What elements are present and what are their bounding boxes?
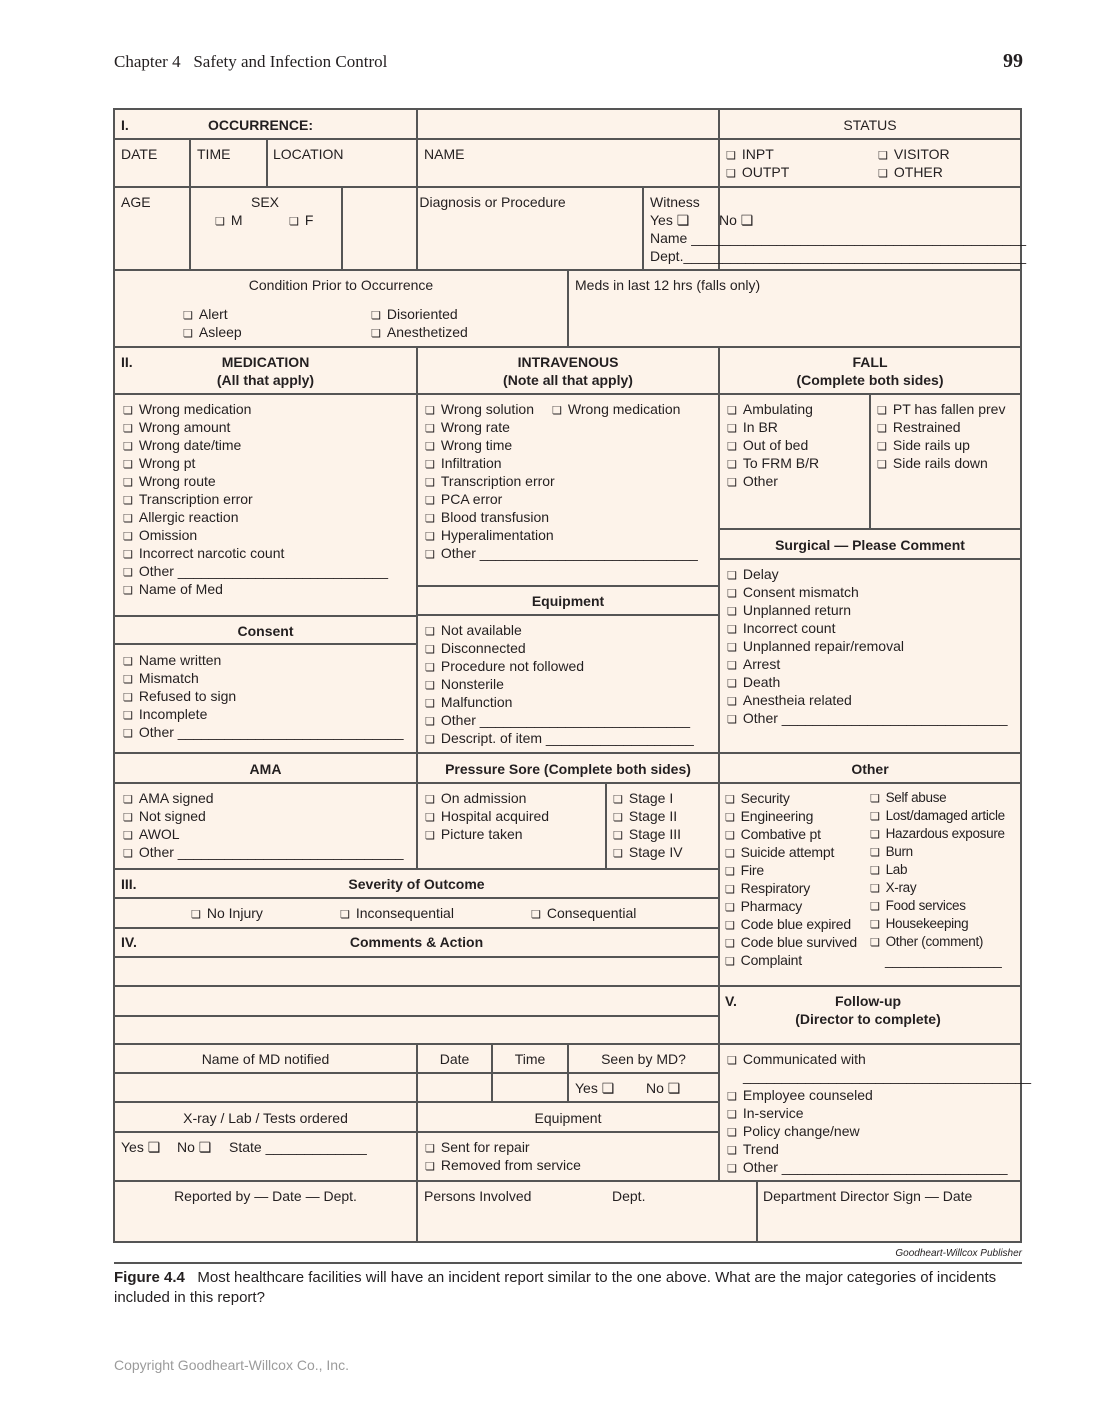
surgical-item[interactable]: ❏ Unplanned return	[727, 601, 1008, 619]
rule	[115, 346, 1020, 348]
surgical-item[interactable]: ❏ Arrest	[727, 655, 1008, 673]
intravenous-item[interactable]: ❏ PCA error	[425, 490, 698, 508]
rule	[718, 558, 1020, 560]
persons-involved-label: Persons Involved	[424, 1188, 532, 1204]
md-time-label: Time	[514, 1051, 546, 1067]
rule	[756, 1180, 758, 1241]
intravenous-item[interactable]: ❏ Other ____________________________	[425, 544, 698, 562]
rule	[115, 643, 416, 645]
caption-rule	[114, 1262, 1022, 1264]
rule	[718, 752, 720, 1180]
followup-item[interactable]: ❏ Policy change/new	[727, 1122, 1008, 1140]
other-item[interactable]: ❏ Combative pt	[725, 825, 857, 843]
bottom-equipment-list	[425, 1138, 581, 1174]
section5-number: V.	[725, 993, 737, 1009]
fall-item[interactable]: ❏ Restrained	[877, 418, 1005, 436]
rule	[115, 615, 416, 617]
status-option-inpt[interactable]: ❏ INPT	[726, 145, 789, 163]
other-item[interactable]: ❏ Housekeeping	[870, 915, 1005, 933]
other-item[interactable]: ❏ Pharmacy	[725, 897, 857, 915]
intravenous-item[interactable]: ❏ Blood transfusion	[425, 508, 698, 526]
sex-option-f[interactable]: ❏ F	[289, 211, 313, 229]
witness-name-line[interactable]: Name ___________________________________________	[650, 230, 1027, 246]
xray-label: X-ray / Lab / Tests ordered	[183, 1110, 348, 1126]
other-item[interactable]: ❏ Fire	[725, 861, 857, 879]
section5-subtitle: (Director to complete)	[795, 1011, 941, 1027]
surgical-item[interactable]: ❏ Incorrect count	[727, 619, 1008, 637]
other-item[interactable]: ❏ Code blue expired	[725, 915, 857, 933]
condition-asleep[interactable]: ❏ Asleep	[183, 323, 242, 341]
md-notified-label: Name of MD notified	[201, 1051, 330, 1067]
intravenous-item[interactable]: ❏ Hyperalimentation	[425, 526, 698, 544]
rule	[115, 985, 1020, 987]
consent-item[interactable]: ❏ Incomplete	[123, 705, 404, 723]
fall-item[interactable]: ❏ In BR	[727, 418, 819, 436]
equipment-item[interactable]: ❏ Descript. of item ___________________	[425, 729, 694, 747]
pressure-sore-stage[interactable]: ❏ Stage IV	[613, 843, 683, 861]
ama-list	[123, 789, 404, 861]
chapter-label: Chapter 4	[114, 52, 181, 71]
other-item[interactable]: ❏ Food services	[870, 897, 1005, 915]
diagnosis-label: Diagnosis or Procedure	[419, 194, 566, 210]
other-item[interactable]: ❏ Other (comment)	[870, 933, 1005, 951]
condition-options-right	[371, 305, 468, 341]
medication-item[interactable]: ❏ Wrong medication	[123, 400, 388, 418]
rule	[416, 585, 718, 587]
intravenous-item[interactable]: ❏ Wrong time	[425, 436, 698, 454]
equipment-title: Equipment	[531, 593, 605, 609]
other-item[interactable]: ❏ X-ray	[870, 879, 1005, 897]
rule	[642, 186, 644, 269]
other-right-list	[870, 789, 1005, 951]
figure-caption-text: Most healthcare facilities will have an incident report similar to the one above. What are the major categories of incidents included in this report?	[114, 1269, 997, 1306]
followup-list	[727, 1086, 1008, 1176]
age-label: AGE	[121, 194, 151, 210]
pressure-sore-title: Pressure Sore (Complete both sides)	[445, 761, 691, 777]
followup-item[interactable]: ❏ Trend	[727, 1140, 1008, 1158]
other-left-list	[725, 789, 857, 969]
rule	[416, 614, 718, 616]
equipment-list	[425, 621, 694, 747]
ama-item[interactable]: ❏ Other _____________________________	[123, 843, 404, 861]
fall-item[interactable]: ❏ Side rails down	[877, 454, 1005, 472]
intravenous-extra	[552, 400, 680, 418]
section3-title: Severity of Outcome	[348, 876, 485, 892]
medication-title: MEDICATION	[221, 354, 310, 370]
communicated-line[interactable]: _____________________________________	[743, 1068, 1032, 1084]
other-item[interactable]: ❏ Code blue survived	[725, 933, 857, 951]
equipment-item[interactable]: ❏ Other ___________________________	[425, 711, 694, 729]
section4-number: IV.	[121, 934, 137, 950]
rule	[115, 897, 718, 899]
rule	[115, 752, 1020, 754]
other-item[interactable]: ❏ Suicide attempt	[725, 843, 857, 861]
fall-title: FALL	[852, 354, 888, 370]
medication-item[interactable]: ❏ Wrong pt	[123, 454, 388, 472]
equipment-item[interactable]: ❏ Nonsterile	[425, 675, 694, 693]
surgical-title: Surgical — Please Comment	[775, 537, 965, 553]
surgical-item[interactable]: ❏ Unplanned repair/removal	[727, 637, 1008, 655]
bottom-equipment-label: Equipment	[534, 1110, 602, 1126]
severity-no-injury[interactable]: ❏ No Injury	[191, 904, 263, 922]
rule	[115, 782, 1020, 784]
consent-title: Consent	[237, 623, 294, 639]
severity-no-injury-wrap	[191, 904, 263, 922]
other-item[interactable]: ❏ Security	[725, 789, 857, 807]
pressure-sore-item[interactable]: ❏ Picture taken	[425, 825, 549, 843]
other-comment-line[interactable]: _______________	[885, 952, 1002, 968]
sex-option-m-wrap	[215, 211, 243, 229]
medication-item[interactable]: ❏ Wrong amount	[123, 418, 388, 436]
severity-inconsequential-wrap	[340, 904, 454, 922]
equipment-item[interactable]: ❏ Not available	[425, 621, 694, 639]
intravenous-item[interactable]: ❏ Wrong medication	[552, 400, 680, 418]
followup-item[interactable]: ❏ In-service	[727, 1104, 1008, 1122]
equipment-status-item[interactable]: ❏ Sent for repair	[425, 1138, 581, 1156]
rule	[115, 1015, 718, 1017]
surgical-item[interactable]: ❏ Anestheia related	[727, 691, 1008, 709]
other-title: Other	[851, 761, 889, 777]
pressure-sore-right	[613, 789, 683, 861]
section5-title: Follow-up	[834, 993, 902, 1009]
intravenous-subtitle: (Note all that apply)	[503, 372, 633, 388]
condition-alert[interactable]: ❏ Alert	[183, 305, 242, 323]
rule	[869, 393, 871, 528]
ama-title: AMA	[249, 761, 282, 777]
rule	[115, 138, 1020, 140]
equipment-item[interactable]: ❏ Procedure not followed	[425, 657, 694, 675]
consent-item[interactable]: ❏ Name written	[123, 651, 404, 669]
intravenous-item[interactable]: ❏ Wrong rate	[425, 418, 698, 436]
medication-item[interactable]: ❏ Other ___________________________	[123, 562, 388, 580]
pressure-sore-stage[interactable]: ❏ Stage I	[613, 789, 683, 807]
page-number: 99	[1003, 50, 1023, 72]
medication-item[interactable]: ❏ Wrong route	[123, 472, 388, 490]
medication-list	[123, 400, 388, 598]
medication-item[interactable]: ❏ Wrong date/time	[123, 436, 388, 454]
other-item[interactable]: ❏ Complaint	[725, 951, 857, 969]
severity-consequential-wrap	[531, 904, 636, 922]
fall-left-list	[727, 400, 819, 490]
intravenous-title: INTRAVENOUS	[517, 354, 619, 370]
rule	[189, 186, 191, 269]
pressure-sore-stage[interactable]: ❏ Stage II	[613, 807, 683, 825]
followup-item[interactable]: ❏ Employee counseled	[727, 1086, 1008, 1104]
rule	[115, 393, 1020, 395]
status-option-outpt[interactable]: ❏ OUTPT	[726, 163, 789, 181]
intravenous-item[interactable]: ❏ Transcription error	[425, 472, 698, 490]
other-item[interactable]: ❏ Engineering	[725, 807, 857, 825]
pressure-sore-left	[425, 789, 549, 843]
severity-consequential[interactable]: ❏ Consequential	[531, 904, 636, 922]
meds-label: Meds in last 12 hrs (falls only)	[575, 277, 761, 293]
witness-dept-line[interactable]: Dept.____________________________________________	[650, 248, 1027, 264]
rule	[115, 1180, 1020, 1182]
incident-report-form	[113, 108, 1032, 1243]
fall-item[interactable]: ❏ PT has fallen prev	[877, 400, 1005, 418]
rule	[416, 346, 418, 752]
status-option-visitor[interactable]: ❏ VISITOR	[878, 145, 950, 163]
pressure-sore-stage[interactable]: ❏ Stage III	[613, 825, 683, 843]
figure-caption	[114, 1268, 1014, 1308]
condition-disoriented[interactable]: ❏ Disoriented	[371, 305, 468, 323]
xray-yes[interactable]: Yes ❏	[121, 1139, 161, 1155]
fall-item[interactable]: ❏ Out of bed	[727, 436, 819, 454]
ama-item[interactable]: ❏ AMA signed	[123, 789, 404, 807]
surgical-item[interactable]: ❏ Other _____________________________	[727, 709, 1008, 727]
xray-no[interactable]: No ❏	[177, 1139, 212, 1155]
fall-item[interactable]: ❏ Side rails up	[877, 436, 1005, 454]
condition-options-left	[183, 305, 242, 341]
rule	[115, 956, 718, 958]
rule	[416, 1180, 418, 1241]
copyright: Copyright Goodheart-Willcox Co., Inc.	[114, 1357, 349, 1373]
medication-item[interactable]: ❏ Allergic reaction	[123, 508, 388, 526]
status-option-other[interactable]: ❏ OTHER	[878, 163, 950, 181]
figure-label: Figure 4.4	[114, 1269, 185, 1286]
pressure-sore-item[interactable]: ❏ Hospital acquired	[425, 807, 549, 825]
sex-option-f-wrap	[289, 211, 313, 229]
reported-by-label: Reported by — Date — Dept.	[174, 1188, 357, 1204]
surgical-item[interactable]: ❏ Delay	[727, 565, 1008, 583]
surgical-list	[727, 565, 1008, 727]
surgical-item[interactable]: ❏ Consent mismatch	[727, 583, 1008, 601]
other-item[interactable]: ❏ Self abuse	[870, 789, 1005, 807]
chapter-title: Safety and Infection Control	[193, 52, 388, 71]
status-options-right	[878, 145, 950, 181]
equipment-item[interactable]: ❏ Disconnected	[425, 639, 694, 657]
rule	[189, 138, 191, 186]
medication-item[interactable]: ❏ Transcription error	[123, 490, 388, 508]
other-item[interactable]: ❏ Burn	[870, 843, 1005, 861]
surgical-item[interactable]: ❏ Death	[727, 673, 1008, 691]
status-options-left	[726, 145, 789, 181]
fall-subtitle: (Complete both sides)	[796, 372, 944, 388]
publisher-credit: Goodheart-Willcox Publisher	[895, 1248, 1022, 1259]
rule	[416, 110, 418, 269]
consent-item[interactable]: ❏ Refused to sign	[123, 687, 404, 705]
intravenous-item[interactable]: ❏ Wrong solution	[425, 400, 698, 418]
seen-no[interactable]: No ❏	[646, 1080, 681, 1096]
md-date-label: Date	[439, 1051, 470, 1067]
time-label: TIME	[197, 146, 231, 162]
medication-subtitle: (All that apply)	[216, 372, 315, 388]
date-label: DATE	[121, 146, 158, 162]
witness-no[interactable]: No ❏	[719, 212, 754, 228]
severity-inconsequential[interactable]: ❏ Inconsequential	[340, 904, 454, 922]
witness-label: Witness	[650, 194, 700, 210]
condition-label: Condition Prior to Occurrence	[248, 277, 434, 293]
followup-item[interactable]: ❏ Other _____________________________	[727, 1158, 1008, 1176]
medication-item[interactable]: ❏ Omission	[123, 526, 388, 544]
persons-dept-label: Dept.	[612, 1188, 646, 1204]
consent-item[interactable]: ❏ Other _____________________________	[123, 723, 404, 741]
equipment-status-item[interactable]: ❏ Removed from service	[425, 1156, 581, 1174]
running-header	[114, 52, 387, 72]
other-item[interactable]: ❏ Respiratory	[725, 879, 857, 897]
pressure-sore-item[interactable]: ❏ On admission	[425, 789, 549, 807]
fall-right-list	[877, 400, 1005, 472]
rule	[605, 782, 607, 869]
section1-title: OCCURRENCE:	[208, 117, 313, 133]
section3-number: III.	[121, 876, 137, 892]
witness-yes[interactable]: Yes ❏	[650, 212, 690, 228]
intravenous-list	[425, 400, 698, 562]
seen-by-md-label: Seen by MD?	[601, 1051, 686, 1067]
equipment-item[interactable]: ❏ Malfunction	[425, 693, 694, 711]
intravenous-item[interactable]: ❏ Infiltration	[425, 454, 698, 472]
rule	[567, 269, 569, 346]
other-item[interactable]: ❏ Hazardous exposure	[870, 825, 1005, 843]
sex-label: SEX	[251, 194, 280, 210]
fall-item[interactable]: ❏ Other	[727, 472, 819, 490]
other-item[interactable]: ❏ Lab	[870, 861, 1005, 879]
consent-item[interactable]: ❏ Mismatch	[123, 669, 404, 687]
section4-title: Comments & Action	[349, 934, 484, 950]
communicated-with[interactable]: ❏ Communicated with	[727, 1050, 866, 1068]
section1-number: I.	[121, 117, 129, 133]
location-label: LOCATION	[273, 146, 344, 162]
rule	[718, 528, 1020, 530]
section2-number: II.	[121, 354, 133, 370]
director-sign-label: Department Director Sign — Date	[763, 1188, 973, 1204]
fall-item[interactable]: ❏ To FRM B/R	[727, 454, 819, 472]
medication-item[interactable]: ❏ Incorrect narcotic count	[123, 544, 388, 562]
medication-item[interactable]: ❏ Name of Med	[123, 580, 388, 598]
ama-item[interactable]: ❏ Not signed	[123, 807, 404, 825]
consent-list	[123, 651, 404, 741]
fall-item[interactable]: ❏ Ambulating	[727, 400, 819, 418]
name-label: NAME	[424, 146, 465, 162]
communicated-wrap	[727, 1050, 866, 1068]
rule	[115, 186, 1020, 188]
condition-anesthetized[interactable]: ❏ Anesthetized	[371, 323, 468, 341]
rule	[115, 927, 718, 929]
ama-item[interactable]: ❏ AWOL	[123, 825, 404, 843]
seen-yes[interactable]: Yes ❏	[575, 1080, 615, 1096]
status-label: STATUS	[843, 117, 897, 133]
sex-option-m[interactable]: ❏ M	[215, 211, 243, 229]
xray-state[interactable]: State _____________	[229, 1139, 367, 1155]
other-item[interactable]: ❏ Lost/damaged article	[870, 807, 1005, 825]
rule	[266, 138, 268, 186]
